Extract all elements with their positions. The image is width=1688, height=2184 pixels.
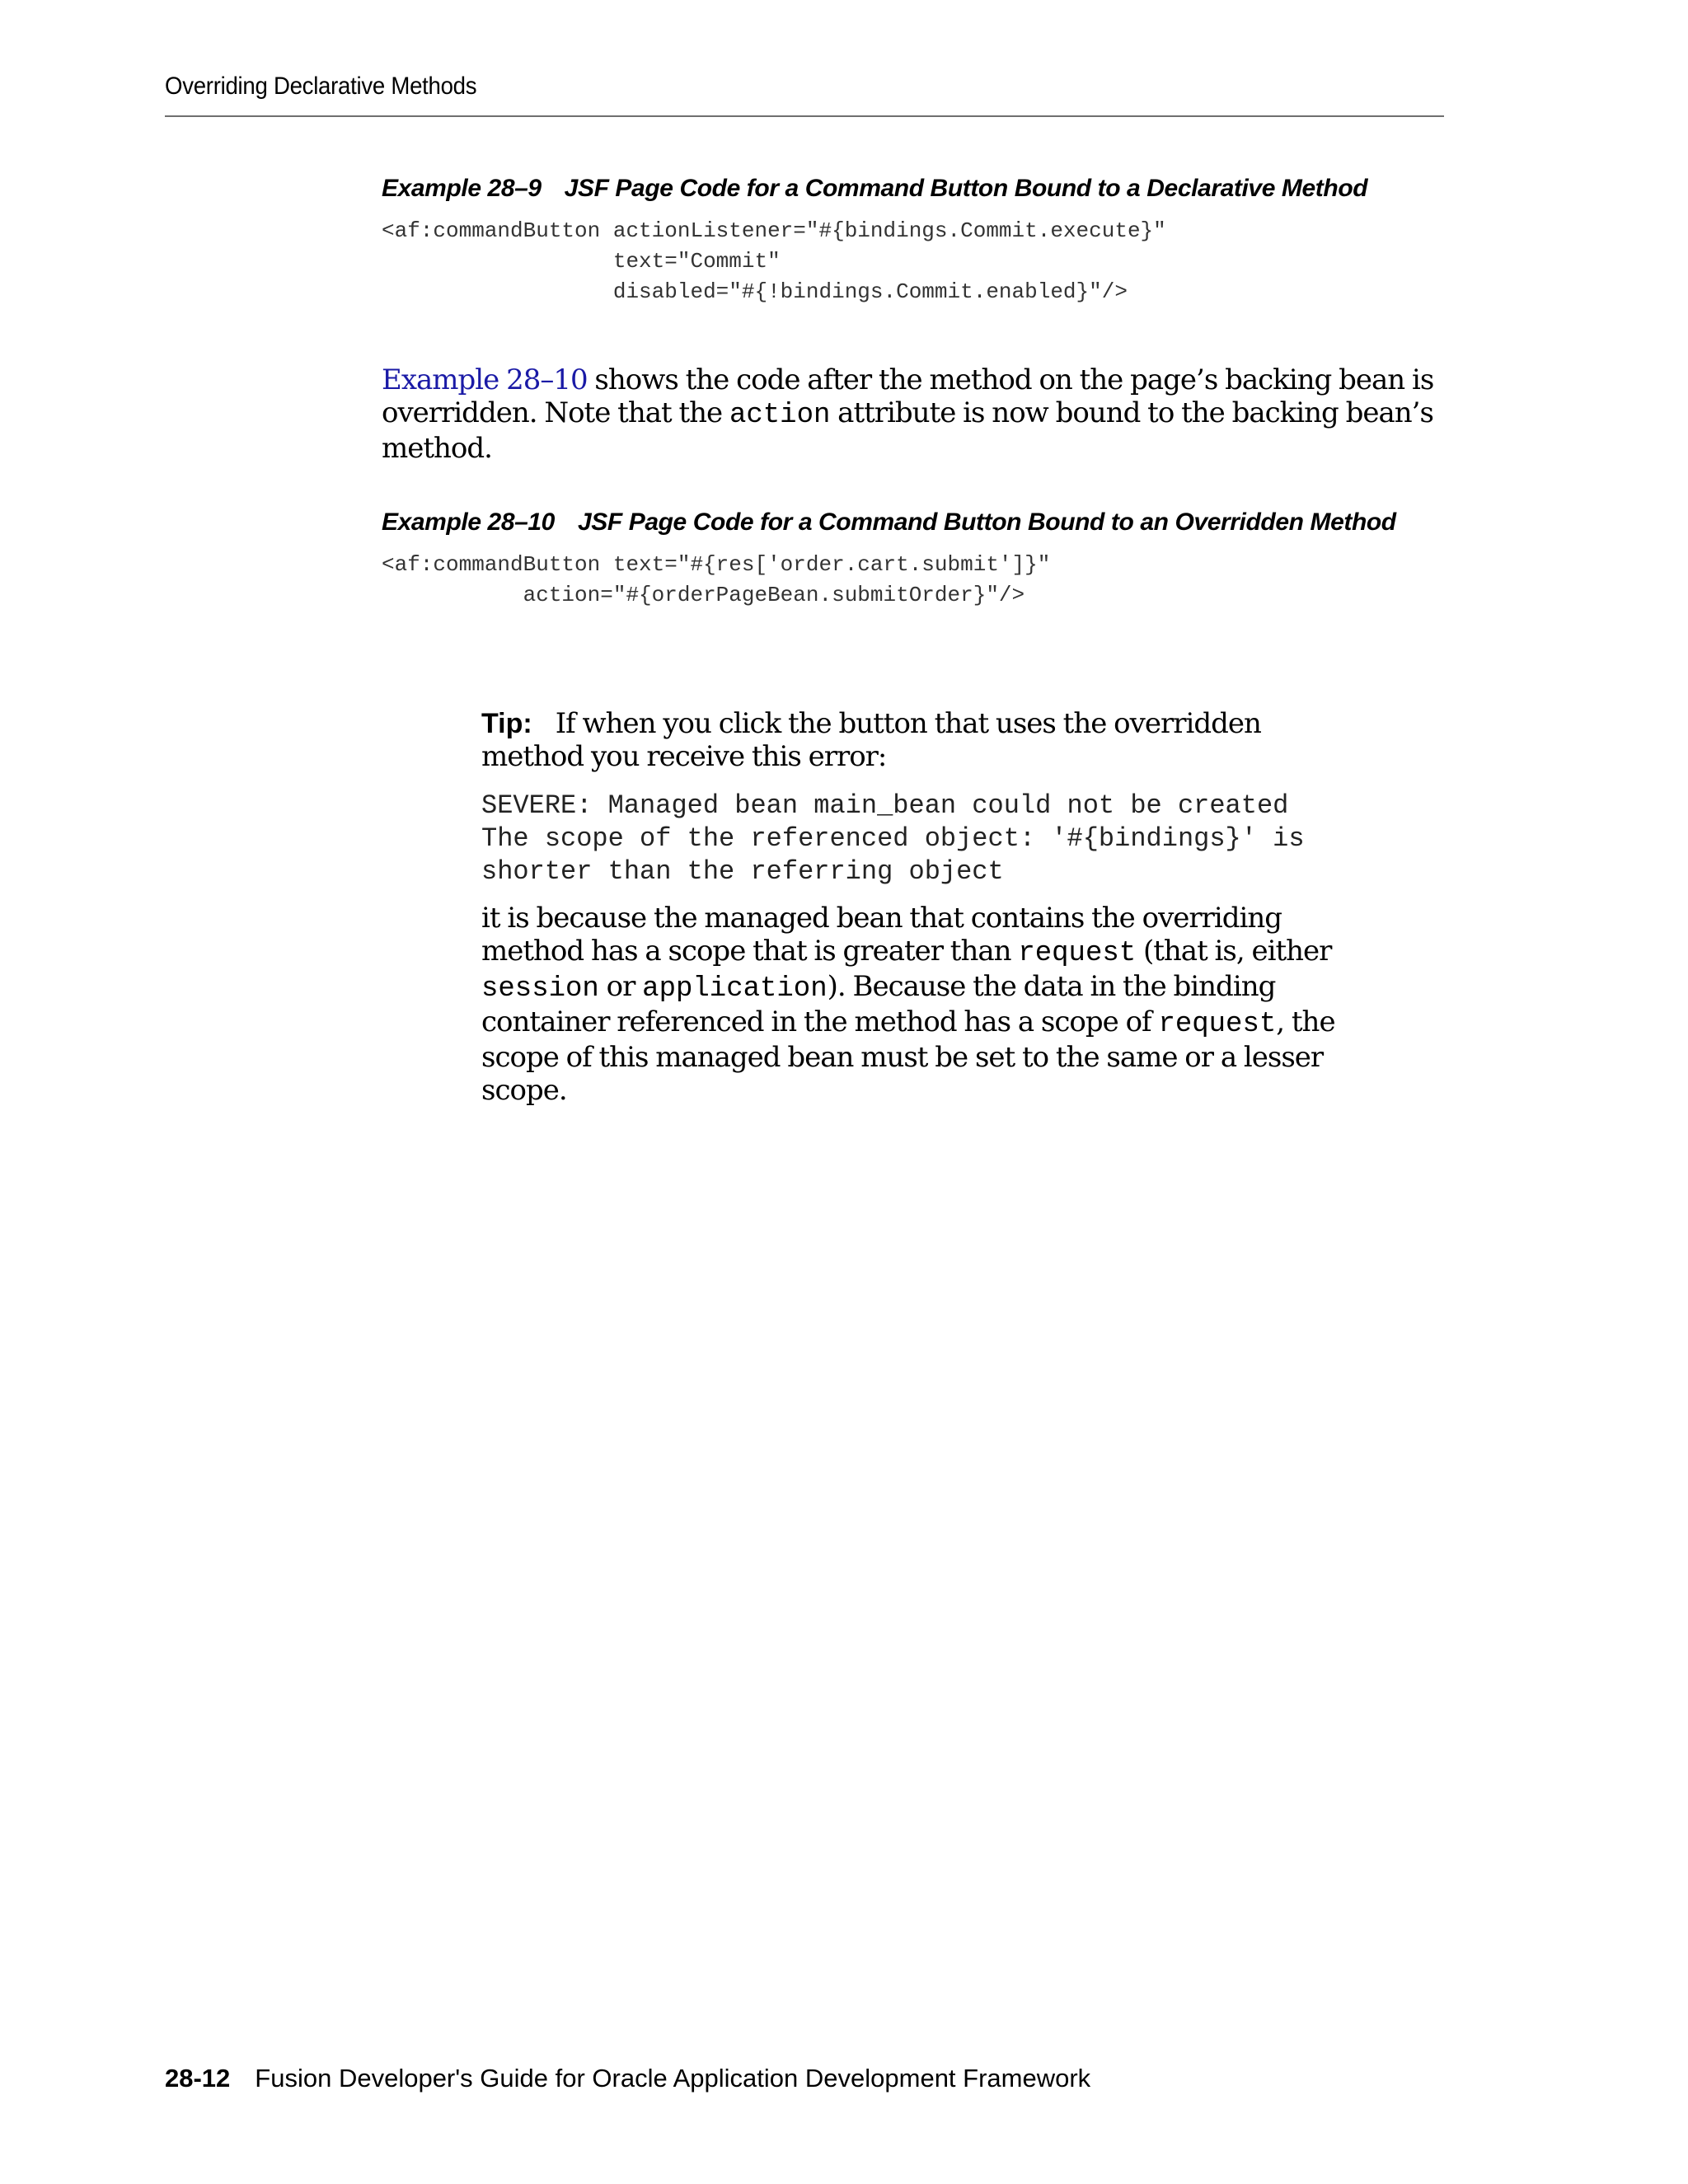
tip-code-application: application <box>642 973 828 1005</box>
body-text-1: shows the code after the method on the page’s backing bean is overridden. Note that the <box>382 363 1434 429</box>
example-9-caption <box>382 175 1367 203</box>
tip-text-4: ). Because the data in the binding container referenced in the method has a scope of <box>481 970 1276 1038</box>
tip-code-request-2: request <box>1158 1009 1277 1040</box>
tip-intro-text: If when you click the button that uses the overridden method you receive this error: <box>481 707 1261 773</box>
example-10-caption <box>382 509 1396 537</box>
tip-explanation-paragraph <box>481 902 1339 1107</box>
tip-error-code: SEVERE: Managed bean main_bean could not be created The scope of the referenced object: '#{bindings}' is shorter than the referring object <box>481 790 1305 887</box>
body-paragraph <box>382 363 1445 465</box>
example-10-title: JSF Page Code for a Command Button Bound to an Overridden Method <box>577 509 1396 536</box>
book-title: Fusion Developer's Guide for Oracle Application Development Framework <box>255 2064 1091 2093</box>
example-10-label: Example 28–10 <box>382 509 555 536</box>
tip-text-5: , the scope of this managed bean must be set to the same or a lesser scope. <box>481 1005 1335 1107</box>
page-footer <box>165 2064 1090 2093</box>
example-9-label: Example 28–9 <box>382 175 542 202</box>
tip-note <box>481 707 1339 1107</box>
tip-code-session: session <box>481 973 599 1005</box>
page-number: 28-12 <box>165 2064 231 2093</box>
tip-code-request: request <box>1018 938 1137 969</box>
body-code-action: action <box>729 400 831 431</box>
header-divider <box>165 115 1444 117</box>
tip-intro-paragraph <box>481 707 1339 773</box>
tip-label: Tip: <box>481 708 532 739</box>
tip-text-3: or <box>598 970 643 1003</box>
tip-text-1: it is because the managed bean that contains the overriding method has a scope that is greater than <box>481 902 1282 968</box>
example-28-10-link[interactable]: Example 28–10 <box>382 363 588 396</box>
running-header: Overriding Declarative Methods <box>165 73 477 100</box>
body-text-2: attribute is now bound to the backing bean’s method. <box>382 396 1433 465</box>
example-9-code: <af:commandButton actionListener="#{bindings.Commit.execute}" text="Commit" disabled="#{!bindings.Commit.enabled}"/> <box>382 218 1166 304</box>
example-10-code: <af:commandButton text="#{res['order.cart.submit']}" action="#{orderPageBean.submitOrder}"/> <box>382 552 1051 607</box>
tip-text-2: (that is, either <box>1136 935 1332 968</box>
example-9-title: JSF Page Code for a Command Button Bound to a Declarative Method <box>564 175 1368 202</box>
